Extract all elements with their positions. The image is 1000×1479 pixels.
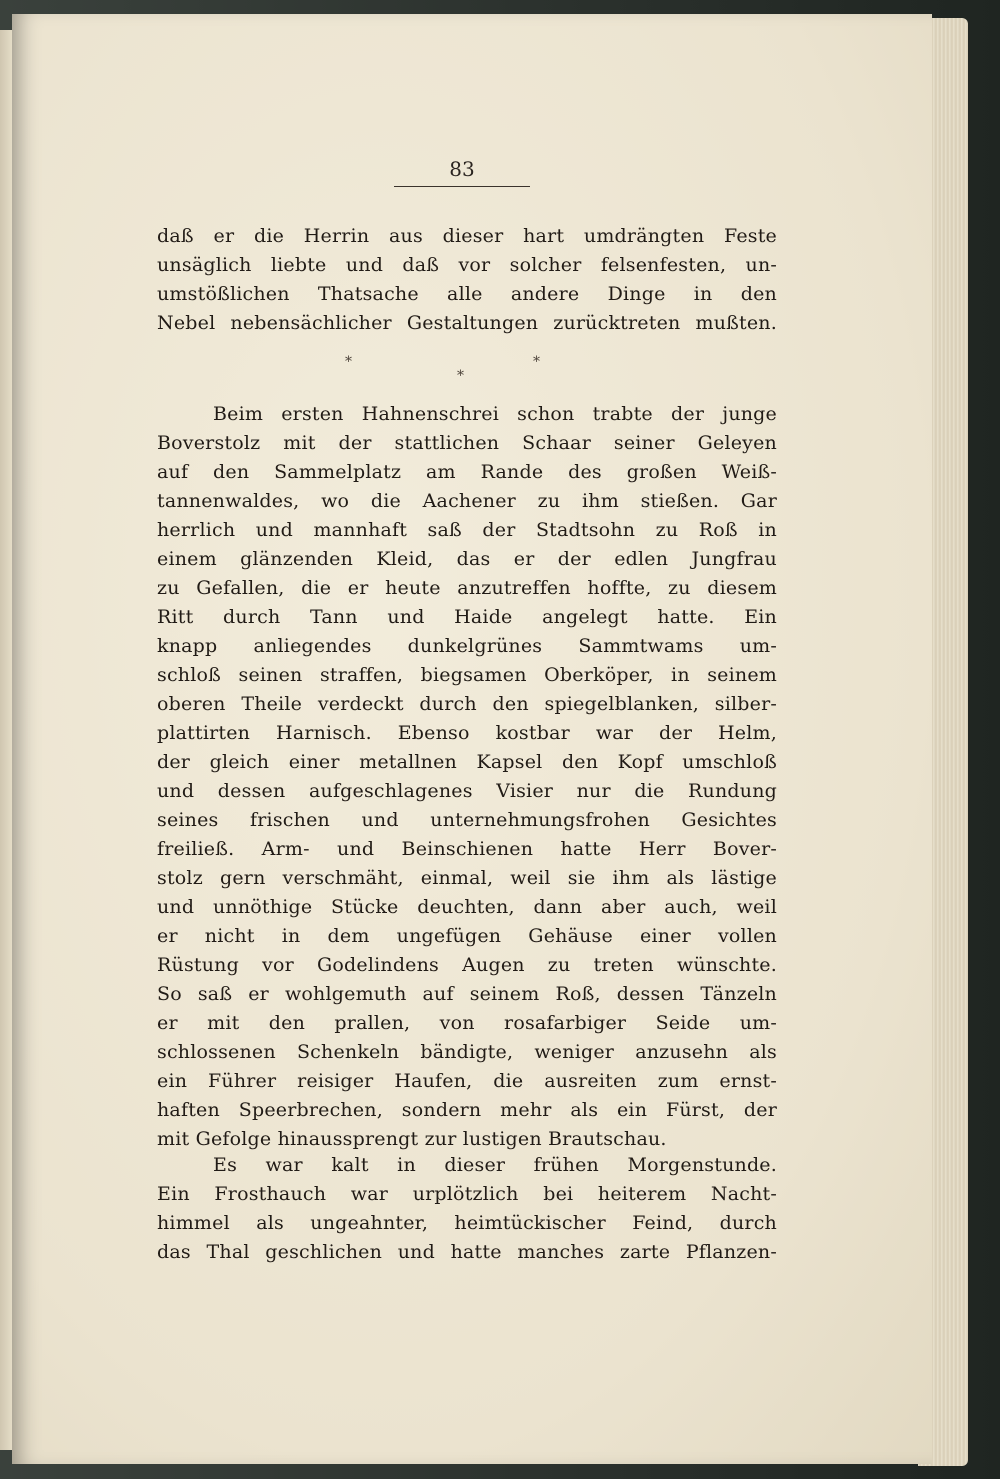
text-line: auf den Sammelplatz am Rande des großen Weiß- (157, 461, 777, 483)
text-line: oberen Theile verdeckt durch den spiegelblanken, silber- (157, 693, 777, 715)
separator-star: * (533, 354, 541, 370)
page-number: 83 (449, 157, 475, 181)
text-line: knapp anliegendes dunkelgrünes Sammtwams um- (157, 635, 777, 657)
text-line: himmel als ungeahnter, heimtückischer Feind, durch (157, 1212, 777, 1234)
text-line: Nebel nebensächlicher Gestaltungen zurücktreten mußten. (157, 312, 777, 334)
paragraph-2 (157, 400, 777, 1154)
text-line: unsäglich liebte und daß vor solcher felsenfesten, un- (157, 254, 777, 276)
text-line: Ritt durch Tann und Haide angelegt hatte. Ein (157, 606, 777, 628)
book-page (12, 14, 932, 1464)
text-line: seines frischen und unternehmungsfrohen Gesichtes (157, 809, 777, 831)
text-line: schlossenen Schenkeln bändigte, weniger anzusehn als (157, 1041, 777, 1063)
text-line: mit Gefolge hinaussprengt zur lustigen Brautschau. (157, 1128, 667, 1150)
text-line: und dessen aufgeschlagenes Visier nur die Rundung (157, 780, 777, 802)
paragraph-3 (157, 1151, 777, 1267)
text-line: Beim ersten Hahnenschrei schon trabte der junge (213, 403, 777, 425)
text-line: ein Führer reisiger Haufen, die ausreiten zum ernst- (157, 1070, 777, 1092)
text-line: freiließ. Arm- und Beinschienen hatte Herr Bover- (157, 838, 777, 860)
text-line: Boverstolz mit der stattlichen Schaar seiner Geleyen (157, 432, 777, 454)
text-line: er nicht in dem ungefügen Gehäuse einer vollen (157, 925, 777, 947)
text-line: und unnöthige Stücke deuchten, dann aber auch, weil (157, 896, 777, 918)
text-line: tannenwaldes, wo die Aachener zu ihm stießen. Gar (157, 490, 777, 512)
text-line: So saß er wohlgemuth auf seinem Roß, dessen Tänzeln (157, 983, 777, 1005)
text-line: plattirten Harnisch. Ebenso kostbar war der Helm, (157, 722, 777, 744)
text-line: der gleich einer metallnen Kapsel den Kopf umschloß (157, 751, 777, 773)
text-line: herrlich und mannhaft saß der Stadtsohn zu Roß in (157, 519, 777, 541)
text-line: einem glänzenden Kleid, das er der edlen Jungfrau (157, 548, 777, 570)
text-line: umstößlichen Thatsache alle andere Dinge in den (157, 283, 777, 305)
text-line: stolz gern verschmäht, einmal, weil sie ihm als lästige (157, 867, 777, 889)
text-line: schloß seinen straffen, biegsamen Oberköper, in seinem (157, 664, 777, 686)
text-line: Es war kalt in dieser frühen Morgenstunde. (213, 1154, 777, 1176)
paragraph-1 (157, 222, 777, 338)
text-line: das Thal geschlichen und hatte manches zarte Pflanzen- (157, 1241, 777, 1263)
text-line: daß er die Herrin aus dieser hart umdrängten Feste (157, 225, 777, 247)
text-line: er mit den prallen, von rosafarbiger Seide um- (157, 1012, 777, 1034)
text-line: zu Gefallen, die er heute anzutreffen hoffte, zu diesem (157, 577, 777, 599)
text-line: Rüstung vor Godelindens Augen zu treten wünschte. (157, 954, 777, 976)
separator-star: * (457, 368, 465, 384)
separator-star: * (345, 354, 353, 370)
text-line: Ein Frosthauch war urplötzlich bei heiterem Nacht- (157, 1183, 777, 1205)
text-line: haften Speerbrechen, sondern mehr als ein Fürst, der (157, 1099, 777, 1121)
header-rule (394, 186, 530, 187)
section-separator (157, 354, 777, 394)
